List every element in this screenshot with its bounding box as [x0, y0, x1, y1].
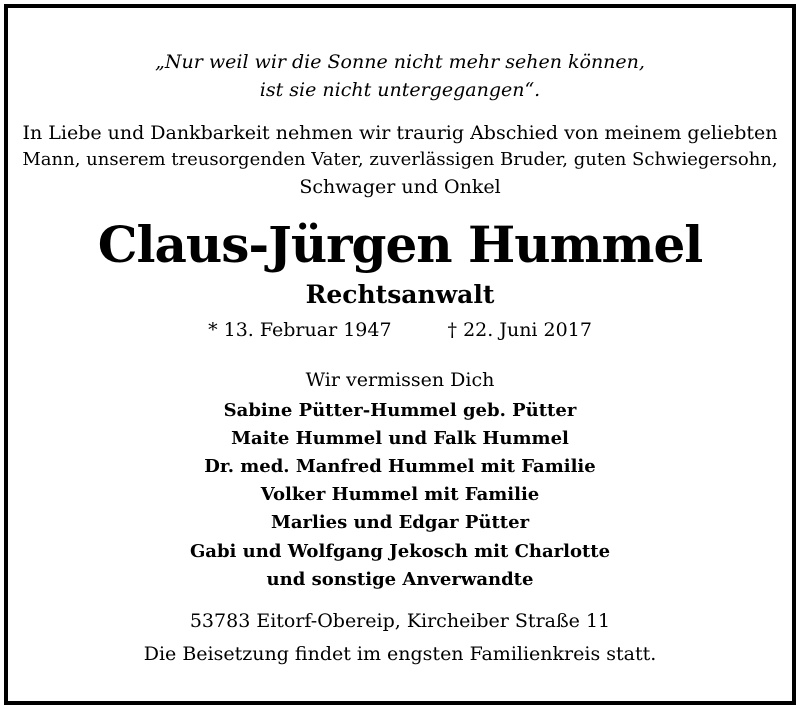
- deceased-profession: Rechtsanwalt: [305, 280, 495, 309]
- birth-date: * 13. Februar 1947: [208, 319, 392, 341]
- deceased-name: Claus-Jürgen Hummel: [97, 215, 703, 274]
- intro-line-2: Mann, unserem treusorgenden Vater, zuverlässigen Bruder, guten Schwiegersohn,: [22, 149, 778, 170]
- burial-note: Die Beisetzung findet im engsten Familienkreis statt.: [143, 643, 657, 665]
- mourner-line: Marlies und Edgar Pütter: [270, 512, 530, 533]
- intro-line-3: Schwager und Onkel: [299, 176, 501, 198]
- life-dates: [8, 321, 792, 340]
- death-date: † 22. Juni 2017: [447, 319, 592, 341]
- mourner-line: Maite Hummel und Falk Hummel: [231, 428, 569, 449]
- quote-line-1: „Nur weil wir die Sonne nicht mehr sehen können,: [155, 51, 645, 73]
- mourner-line: Volker Hummel mit Familie: [260, 484, 540, 505]
- mourner-line: Gabi und Wolfgang Jekosch mit Charlotte: [189, 541, 611, 562]
- mourner-line: Sabine Pütter-Hummel geb. Pütter: [223, 400, 577, 421]
- quote-line-2: ist sie nicht untergegangen“.: [259, 79, 541, 101]
- closing-phrase: Wir vermissen Dich: [305, 369, 495, 391]
- mourner-line: Dr. med. Manfred Hummel mit Familie: [204, 456, 596, 477]
- intro-line-1: In Liebe und Dankbarkeit nehmen wir traurig Abschied von meinem geliebten: [22, 122, 778, 144]
- mourner-line: und sonstige Anverwandte: [266, 569, 534, 590]
- address: 53783 Eitorf-Obereip, Kircheiber Straße 11: [189, 610, 611, 632]
- obituary-notice: [4, 4, 796, 705]
